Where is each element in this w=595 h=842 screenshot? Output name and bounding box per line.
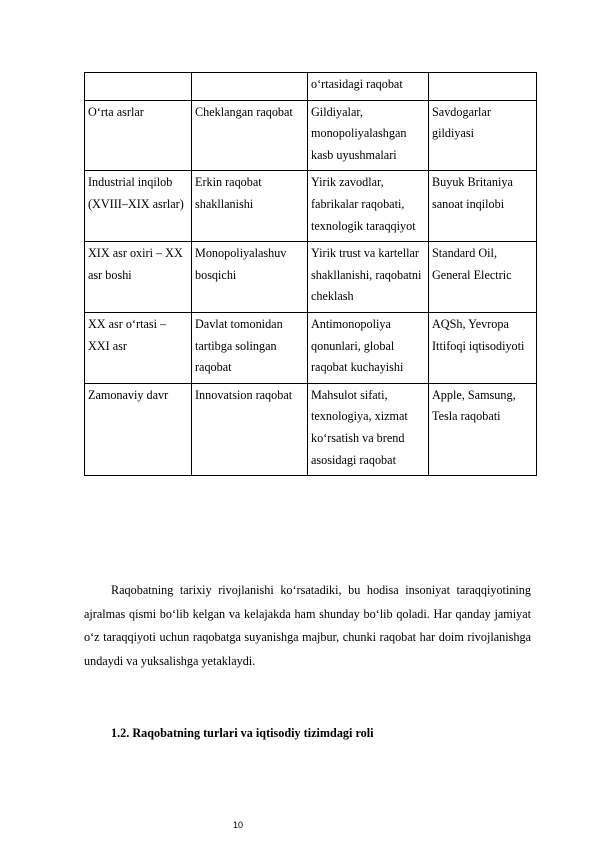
- history-table: [84, 72, 537, 476]
- table-row: [85, 73, 537, 101]
- table-cell: O‘rta asrlar: [85, 100, 192, 171]
- table-cell: Innovatsion raqobat: [192, 383, 308, 475]
- table-row: [85, 383, 537, 475]
- table-cell: [429, 73, 537, 101]
- table-cell: Yirik zavodlar, fabrikalar raqobati, texnologik taraqqiyot: [308, 171, 429, 242]
- section-heading: 1.2. Raqobatning turlari va iqtisodiy tizimdagi roli: [111, 726, 374, 740]
- table-cell: AQSh, Yevropa Ittifoqi iqtisodiyoti: [429, 312, 537, 383]
- table-row: [85, 100, 537, 171]
- table-cell: Erkin raqobat shakllanishi: [192, 171, 308, 242]
- table-cell: Standard Oil, General Electric: [429, 242, 537, 313]
- table-cell: o‘rtasidagi raqobat: [308, 73, 429, 101]
- table-cell: Gildiyalar, monopoliyalashgan kasb uyushmalari: [308, 100, 429, 171]
- page-number: 10: [233, 820, 244, 830]
- table-row: [85, 312, 537, 383]
- table-cell: XX asr o‘rtasi – XXI asr: [85, 312, 192, 383]
- table-cell: Monopoliyalashuv bosqichi: [192, 242, 308, 313]
- table-cell: [192, 73, 308, 101]
- table-cell: Yirik trust va kartellar shakllanishi, raqobatni cheklash: [308, 242, 429, 313]
- body-paragraph: Raqobatning tarixiy rivojlanishi ko‘rsatadiki, bu hodisa insoniyat taraqqiyotining ajralmas qismi bo‘lib kelgan va kelajakda ham shunday bo‘lib qoladi. Har qanday jamiyat o‘z taraqqiyoti uchun raqobatga suyanishga majbur, chunki raqobat har doim rivojlanishga undaydi va yuksalishga yetaklaydi.: [84, 583, 531, 668]
- table-cell: Mahsulot sifati, texnologiya, xizmat ko‘rsatish va brend asosidagi raqobat: [308, 383, 429, 475]
- table-cell: Savdogarlar gildiyasi: [429, 100, 537, 171]
- table-cell: Davlat tomonidan tartibga solingan raqobat: [192, 312, 308, 383]
- table-cell: Apple, Samsung, Tesla raqobati: [429, 383, 537, 475]
- table-row: [85, 242, 537, 313]
- table-cell: XIX asr oxiri – XX asr boshi: [85, 242, 192, 313]
- table-cell: Buyuk Britaniya sanoat inqilobi: [429, 171, 537, 242]
- table-row: [85, 171, 537, 242]
- history-table-body: [85, 73, 537, 476]
- table-cell: Antimonopoliya qonunlari, global raqobat kuchayishi: [308, 312, 429, 383]
- table-cell: [85, 73, 192, 101]
- table-cell: Industrial inqilob (XVIII–XIX asrlar): [85, 171, 192, 242]
- table-cell: Cheklangan raqobat: [192, 100, 308, 171]
- table-cell: Zamonaviy davr: [85, 383, 192, 475]
